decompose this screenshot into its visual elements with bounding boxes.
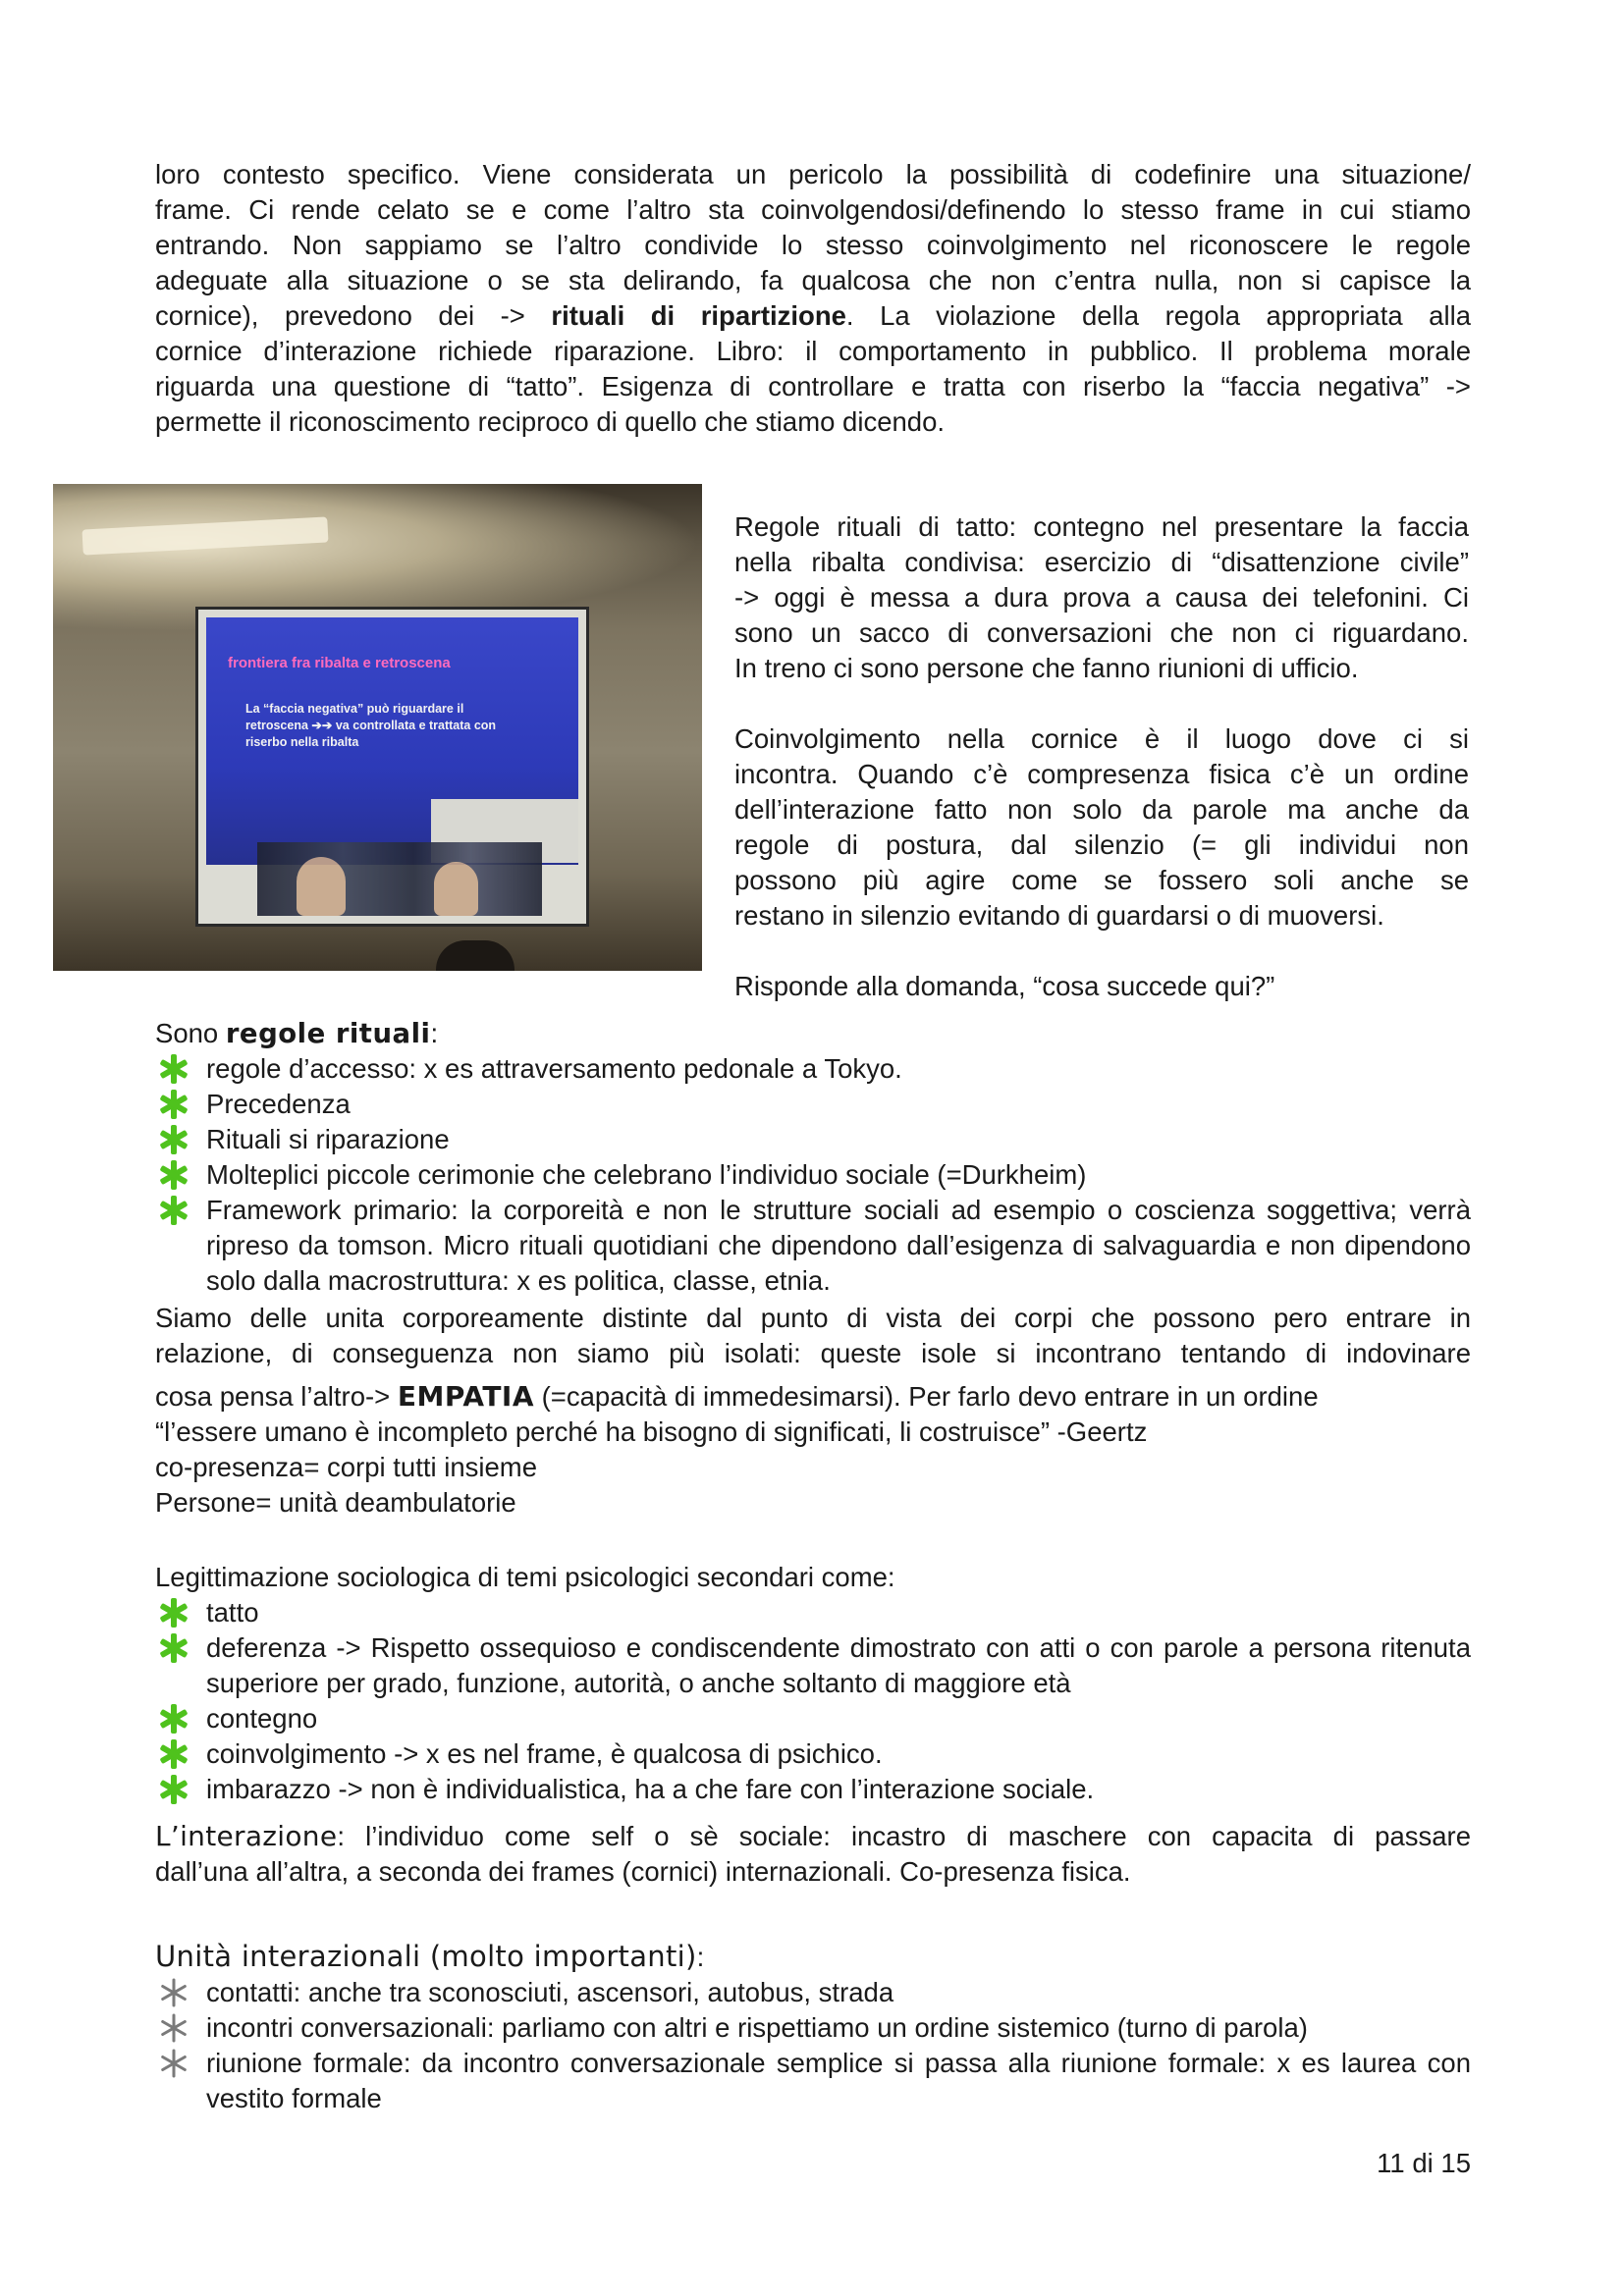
list-item bbox=[155, 1736, 1471, 1772]
list-item-text: coinvolgimento -> x es nel frame, è qualcosa di psichico. bbox=[206, 1738, 883, 1769]
legit-intro: Legittimazione sociologica di temi psicologici secondari come: bbox=[155, 1562, 895, 1592]
list-item bbox=[155, 1193, 1471, 1299]
intro-line: entrando. Non sappiamo se l’altro condivide lo stesso coinvolgimento nel riconoscere le regole bbox=[155, 230, 1471, 260]
list-item bbox=[155, 2046, 1471, 2116]
side-line: Regole rituali di tatto: contegno nel presentare la faccia bbox=[734, 511, 1469, 542]
list-item-text: Framework primario: la corporeità e non le strutture sociali ad esempio o coscienza soggettiva; verrà ripreso da tomson. Micro rituali quotidiani che dipendono dall’esigenza di salvaguardia e non dipendono solo dalla macrostruttura: x es politica, classe, etnia. bbox=[206, 1195, 1471, 1296]
text-line: Siamo delle unita corporeamente distinte dal punto di vista dei corpi che possono pero entrare in bbox=[155, 1303, 1471, 1333]
intro-line: adeguate alla situazione o se sta delirando, fa qualcosa che non c’entra nulla, non si capisce la bbox=[155, 265, 1471, 295]
units-list bbox=[155, 1975, 1471, 2116]
projection-screen bbox=[195, 607, 589, 927]
units-colon: : bbox=[696, 1942, 705, 1972]
list-item-text: contegno bbox=[206, 1703, 318, 1734]
list-item bbox=[155, 1701, 1471, 1736]
person-head bbox=[434, 862, 478, 916]
list-item bbox=[155, 1051, 1471, 1087]
list-item-text: regole d’accesso: x es attraversamento pedonale a Tokyo. bbox=[206, 1053, 902, 1084]
list-item bbox=[155, 1157, 1471, 1193]
intro-paragraph bbox=[155, 157, 1471, 440]
units-section bbox=[155, 1939, 1471, 2116]
units-heading-line bbox=[155, 1939, 1471, 1975]
side-line: dell’interazione fatto non solo da parole ma anche da bbox=[734, 794, 1469, 825]
intro-line bbox=[155, 298, 1471, 334]
intro-line: loro contesto specifico. Viene considerata un pericolo la possibilità di codefinire una situazione/ bbox=[155, 159, 1471, 189]
interaction-section bbox=[155, 1819, 1471, 1890]
gray-asterisk-icon bbox=[157, 1976, 190, 2009]
text-line: co-presenza= corpi tutti insieme bbox=[155, 1452, 538, 1482]
green-asterisk-icon bbox=[157, 1773, 190, 1806]
gray-asterisk-icon bbox=[157, 2047, 190, 2080]
list-item bbox=[155, 2010, 1471, 2046]
page-number: 11 di 15 bbox=[1377, 2148, 1471, 2178]
slide-text: La “faccia negativa” può riguardare il retroscena ➔➔ va controllata e trattata con riserbo nella ribalta bbox=[245, 702, 497, 749]
side-line: restano in silenzio evitando di guardarsi o di muoversi. bbox=[734, 900, 1384, 931]
rituals-section bbox=[155, 1016, 1471, 1299]
list-item-text: contatti: anche tra sconosciuti, ascensori, autobus, strada bbox=[206, 1977, 894, 2007]
rituals-heading: regole rituali bbox=[225, 1018, 431, 1049]
text-span: cosa pensa l’altro-> bbox=[155, 1381, 391, 1412]
green-asterisk-icon bbox=[157, 1123, 190, 1156]
rituals-list bbox=[155, 1051, 1471, 1299]
text-line bbox=[155, 1379, 1471, 1415]
green-asterisk-icon bbox=[157, 1631, 190, 1665]
list-item bbox=[155, 1087, 1471, 1122]
green-asterisk-icon bbox=[157, 1737, 190, 1771]
green-asterisk-icon bbox=[157, 1158, 190, 1192]
video-persons bbox=[257, 842, 542, 916]
side-line: regole di postura, dal silenzio (= gli individui non bbox=[734, 829, 1469, 860]
side-paragraph-1 bbox=[734, 509, 1469, 686]
list-item-text: tatto bbox=[206, 1597, 259, 1628]
text-line bbox=[155, 1819, 1471, 1854]
green-asterisk-icon bbox=[157, 1194, 190, 1227]
intro-line: riguarda una questione di “tatto”. Esigenza di controllare e tratta con riserbo la “faccia negativa” -> bbox=[155, 371, 1471, 401]
rituals-intro bbox=[155, 1016, 1471, 1051]
lecture-photo bbox=[53, 484, 702, 971]
list-item-text: Molteplici piccole cerimonie che celebrano l’individuo sociale (=Durkheim) bbox=[206, 1159, 1087, 1190]
green-asterisk-icon bbox=[157, 1702, 190, 1735]
side-paragraph-3: Risponde alla domanda, “cosa succede qui?” bbox=[734, 971, 1275, 1001]
text-line: dall’una all’altra, a seconda dei frames (cornici) internazionali. Co-presenza fisica. bbox=[155, 1856, 1131, 1887]
interaction-heading: L’interazione bbox=[155, 1820, 338, 1852]
units-heading: Unità interazionali (molto importanti) bbox=[155, 1940, 697, 1973]
list-item bbox=[155, 1595, 1471, 1630]
list-item-text: riunione formale: da incontro conversazionale semplice si passa alla riunione formale: x es laurea con vestito formale bbox=[206, 2048, 1471, 2113]
list-item bbox=[155, 1772, 1471, 1807]
slide bbox=[206, 617, 578, 865]
text-span: (=capacità di immedesimarsi). Per farlo devo entrare in un ordine bbox=[541, 1381, 1319, 1412]
audience-head bbox=[436, 940, 514, 971]
green-asterisk-icon bbox=[157, 1088, 190, 1121]
green-asterisk-icon bbox=[157, 1596, 190, 1629]
legit-list bbox=[155, 1595, 1471, 1807]
empatia-term: EMPATIA bbox=[397, 1380, 534, 1413]
bold-term-rituali-ripartizione: rituali di ripartizione bbox=[551, 300, 846, 331]
side-line: Coinvolgimento nella cornice è il luogo dove ci si bbox=[734, 723, 1469, 754]
intro-line: frame. Ci rende celato se e come l’altro sta coinvolgendosi/definendo lo stesso frame in cui stiamo bbox=[155, 194, 1471, 225]
list-item-text: Precedenza bbox=[206, 1089, 351, 1119]
side-text bbox=[734, 509, 1469, 1004]
text-line: relazione, di conseguenza non siamo più isolati: queste isole si incontrano tentando di indovinare bbox=[155, 1338, 1471, 1368]
intro-line: permette il riconoscimento reciproco di quello che stiamo dicendo. bbox=[155, 406, 946, 437]
intro-line: cornice d’interazione richiede riparazione. Libro: il comportamento in pubblico. Il problema morale bbox=[155, 336, 1471, 366]
slide-title: frontiera fra ribalta e retroscena bbox=[228, 655, 451, 671]
text-span: : l’individuo come self o sè sociale: incastro di maschere con capacita di passare bbox=[337, 1821, 1471, 1851]
list-item bbox=[155, 1630, 1471, 1701]
side-line: -> oggi è messa a dura prova a causa dei telefonini. Ci bbox=[734, 582, 1469, 613]
side-line: nella ribalta condivisa: esercizio di “disattenzione civile” bbox=[734, 547, 1469, 577]
list-item bbox=[155, 1122, 1471, 1157]
list-item-text: Rituali si riparazione bbox=[206, 1124, 450, 1154]
person-head bbox=[297, 857, 346, 916]
intro-text: cornice), prevedono dei -> bbox=[155, 300, 525, 331]
list-item-text: deferenza -> Rispetto ossequioso e condiscendente dimostrato con atti o con parole a persona ritenuta superiore per grado, funzione, autorità, o anche soltanto di maggiore età bbox=[206, 1632, 1471, 1698]
side-paragraph-2 bbox=[734, 721, 1469, 934]
rituals-intro-text: Sono bbox=[155, 1018, 219, 1048]
side-line: In treno ci sono persone che fanno riunioni di ufficio. bbox=[734, 653, 1359, 683]
list-item-text: imbarazzo -> non è individualistica, ha a che fare con l’interazione sociale. bbox=[206, 1774, 1095, 1804]
legit-section bbox=[155, 1560, 1471, 1807]
rituals-colon: : bbox=[430, 1018, 439, 1048]
side-line: sono un sacco di conversazioni che non ci riguardano. bbox=[734, 617, 1469, 648]
side-line: possono più agire come se fossero soli anche se bbox=[734, 865, 1469, 895]
units-paragraph bbox=[155, 1301, 1471, 1521]
list-item-text: incontri conversazionali: parliamo con altri e rispettiamo un ordine sistemico (turno di parola) bbox=[206, 2012, 1308, 2043]
list-item bbox=[155, 1975, 1471, 2010]
text-line: Persone= unità deambulatorie bbox=[155, 1487, 516, 1518]
text-line: “l’essere umano è incompleto perché ha bisogno di significati, li costruisce” -Geertz bbox=[155, 1416, 1148, 1447]
green-asterisk-icon bbox=[157, 1052, 190, 1086]
gray-asterisk-icon bbox=[157, 2011, 190, 2045]
intro-text: . La violazione della regola appropriata alla bbox=[845, 300, 1471, 331]
side-line: incontra. Quando c’è compresenza fisica c’è un ordine bbox=[734, 759, 1469, 789]
